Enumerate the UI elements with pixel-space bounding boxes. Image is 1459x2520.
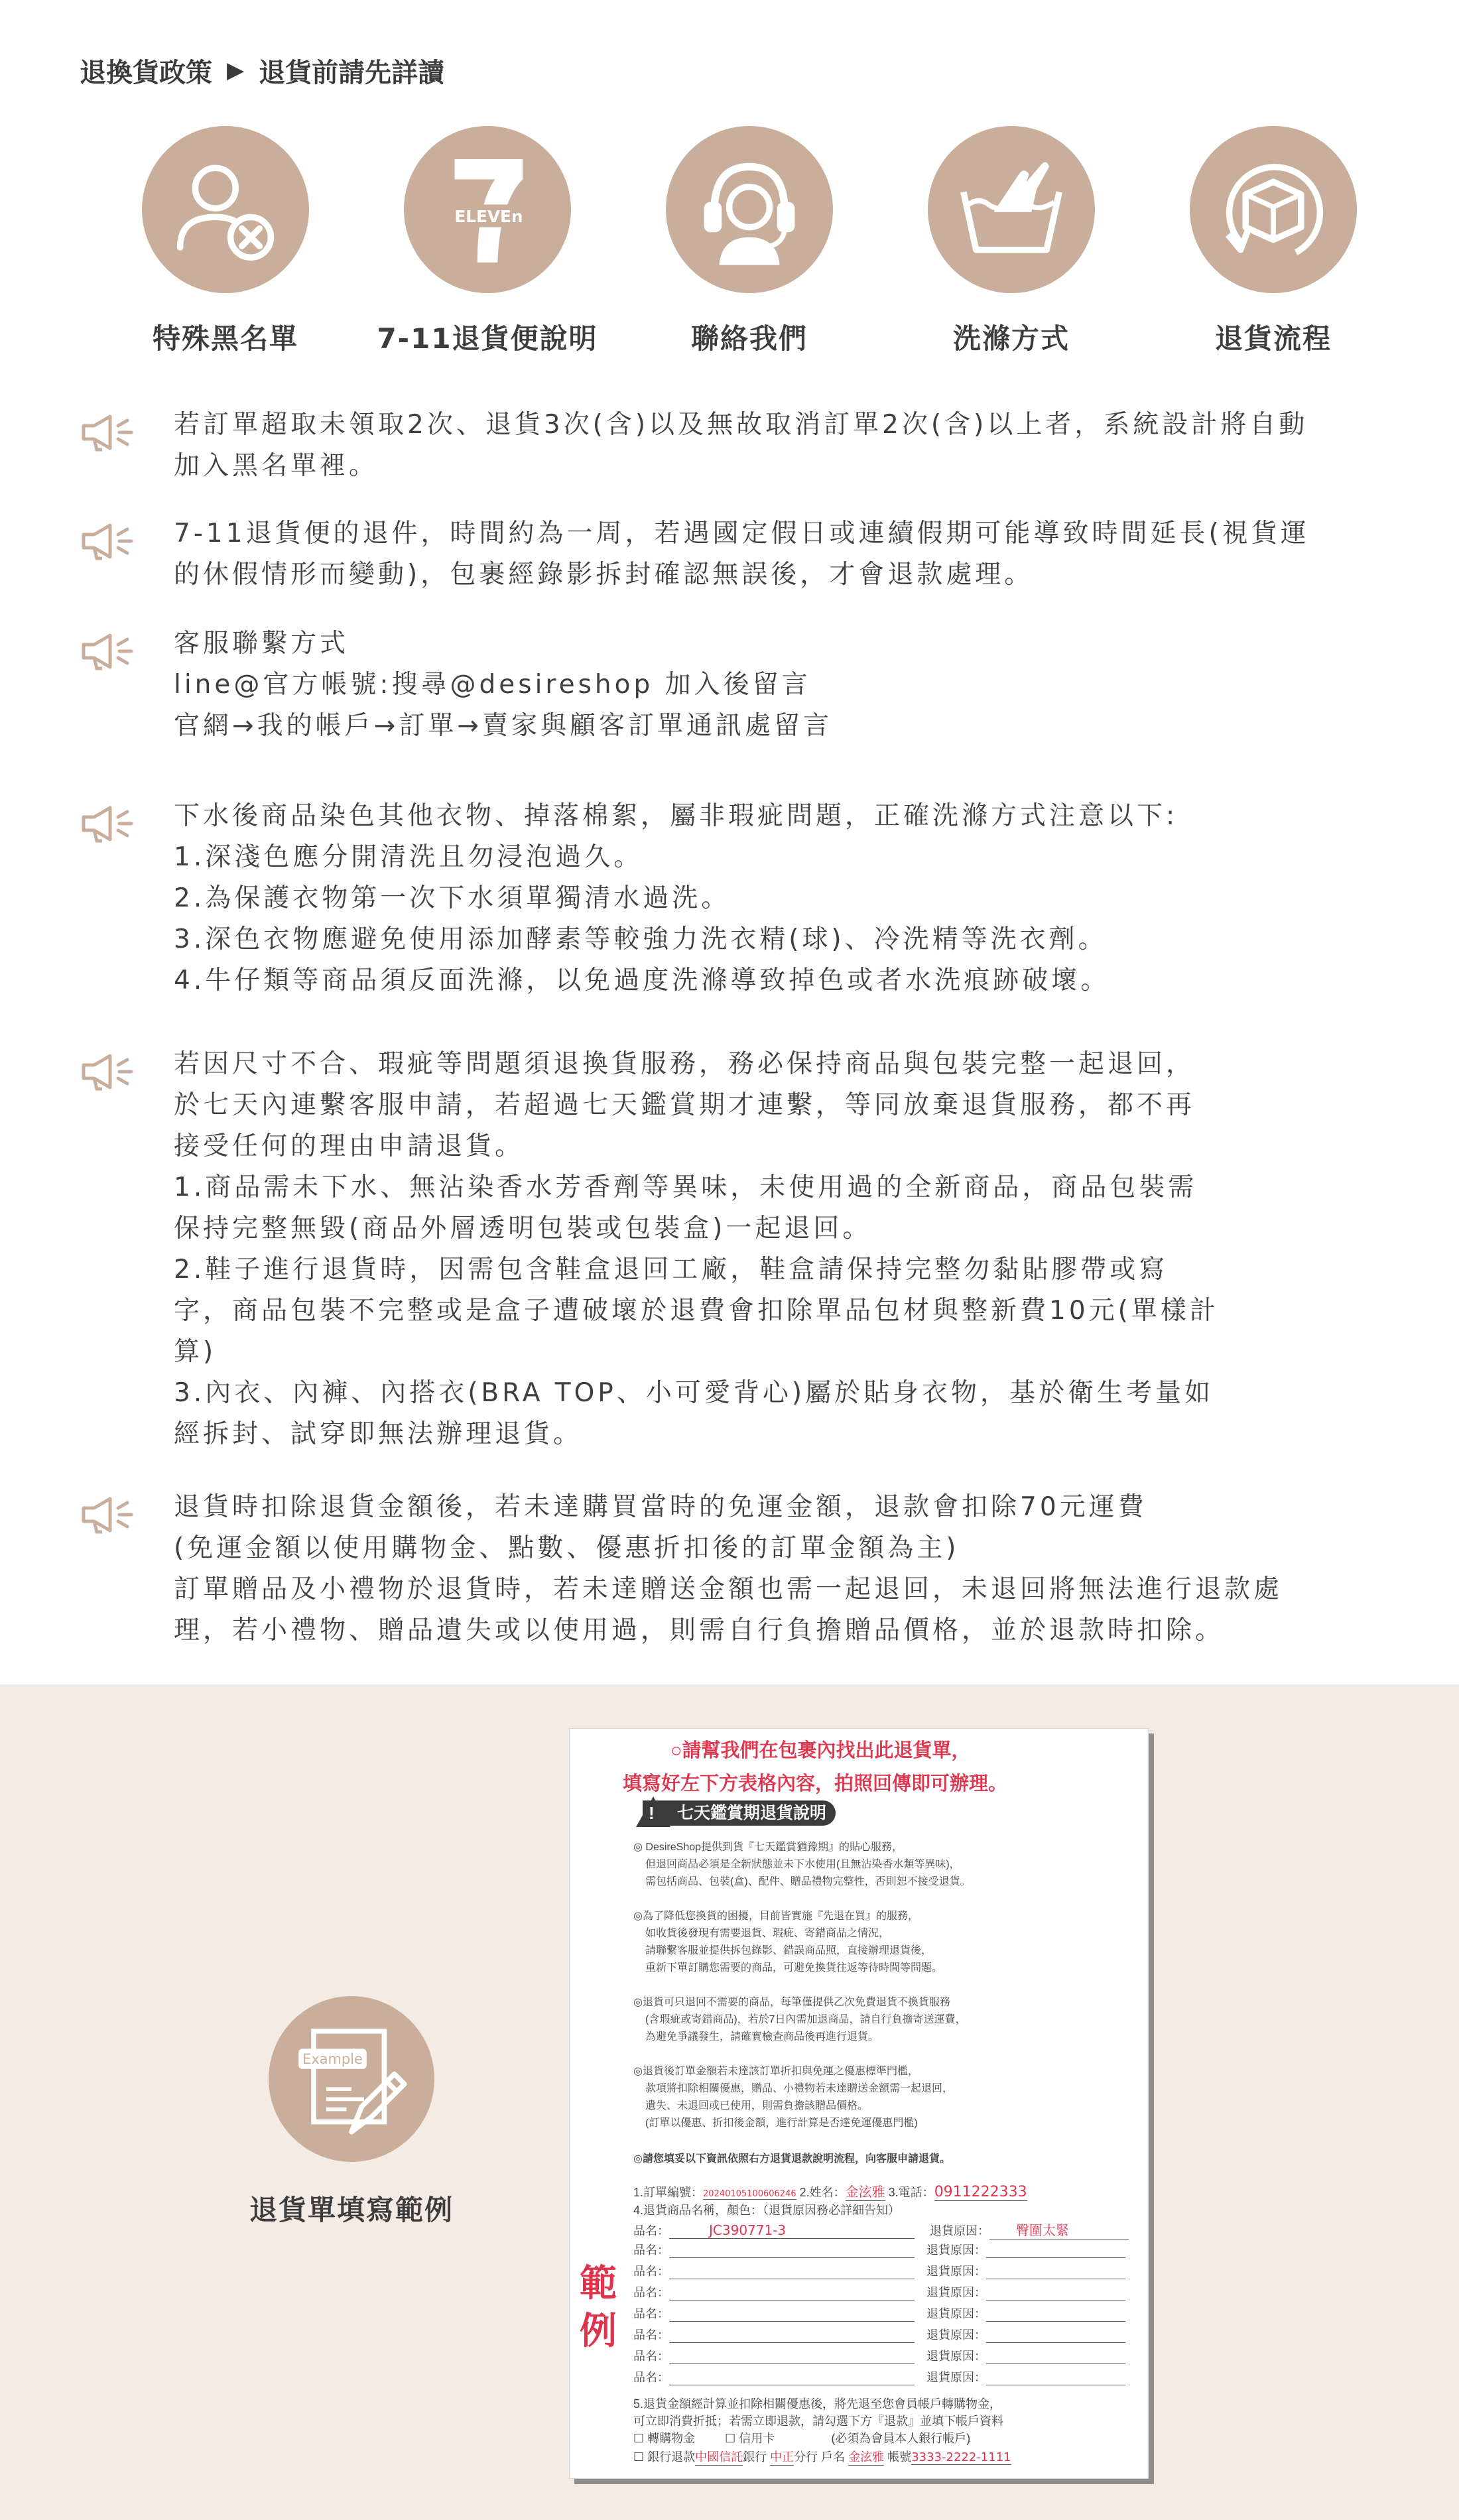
reason-label: 退貨原因： (926, 2350, 986, 2363)
reason-value: 臀圍太緊 (989, 2220, 1129, 2239)
refund-line: 5.退貨金額經計算並扣除相關優惠後，將先退至您會員帳戶轉購物金， (633, 2397, 1002, 2411)
order-no-label: 1.訂單編號： (633, 2186, 704, 2199)
megaphone-icon (80, 630, 143, 672)
form-text: (訂單以優惠、折扣後金額，進行計算是否達免運優惠門檻) (645, 2117, 918, 2129)
note-line: 官網→我的帳戶→訂單→賣家與顧客訂單通訊處留言 (174, 711, 833, 741)
reason-label: 退貨原因： (926, 2243, 986, 2257)
megaphone-icon (80, 1493, 143, 1536)
account-number: 3333-2222-1111 (911, 2450, 1011, 2464)
form-order-line (633, 2181, 1027, 2201)
example-form-icon (269, 1996, 434, 2162)
option-note: (必須為會員本人銀行帳戶) (831, 2432, 971, 2445)
option-bank-refund[interactable]: ☐ 銀行退款 (633, 2450, 696, 2464)
item-label: 品名： (633, 2243, 669, 2257)
megaphone-icon (80, 520, 143, 562)
nav-blacklist[interactable] (93, 126, 358, 357)
breadcrumb-policy[interactable]: 退換貨政策 (80, 56, 212, 88)
form-heading-1: ○請幫我們在包裹內找出此退貨單， (670, 1740, 971, 1761)
form-text: 為避免爭議發生，請確實檢查商品後再進行退貨。 (645, 2031, 879, 2043)
option-credit-card[interactable]: ☐ 信用卡 (725, 2432, 775, 2445)
order-no-value: 20240105100606246 (703, 2189, 796, 2199)
megaphone-icon (80, 411, 143, 454)
form-block (633, 2151, 950, 2168)
nav-seven-eleven-label: 7-11退貨便說明 (377, 322, 598, 355)
note-line: 退貨時扣除退貨金額後，若未達購買當時的免運金額，退款會扣除70元運費 (174, 1492, 1147, 1522)
note-line: 下水後商品染色其他衣物、掉落棉絮，屬非瑕疵問題，正確洗滌方式注意以下: (174, 801, 1178, 831)
item-label: 品名： (633, 2265, 669, 2278)
form-text: ◎退貨可只退回不需要的商品，每筆僅提供乙次免費退貨不換貨服務 (633, 1997, 950, 2008)
note-line: 經拆封、試穿即無法辦理退貨。 (174, 1419, 583, 1449)
note-line: 3.深色衣物應避免使用添加酵素等較強力洗衣精(球)、冷洗精等洗衣劑。 (174, 924, 1108, 954)
note-line: 4.牛仔類等商品須反面洗滌，以免過度洗滌導致掉色或者水洗痕跡破壞。 (174, 966, 1110, 995)
warning-mark: ! (649, 1803, 655, 1823)
account-label: 帳號 (887, 2450, 912, 2464)
nav-washing-label: 洗滌方式 (952, 322, 1070, 355)
note-line: (免運金額以使用購物金、點數、優惠折扣後的訂單金額為主) (174, 1533, 960, 1563)
nav-washing[interactable] (879, 126, 1144, 357)
note-line: 1.深淺色應分開清洗且勿浸泡過久。 (174, 842, 643, 872)
form-block (633, 1839, 971, 1891)
nav-return-process-label: 退貨流程 (1214, 322, 1332, 355)
form-text: 需包括商品、包裝(盒)、配件、贈品禮物完整性，否則恕不接受退貨。 (645, 1876, 971, 1887)
megaphone-icon (80, 1050, 143, 1093)
item-label: 品名： (633, 2307, 669, 2320)
example-label: 退貨單填寫範例 (249, 2194, 454, 2226)
form-badge: 七天鑑賞期退貨說明 (643, 1800, 836, 1826)
item-row (633, 2347, 1125, 2364)
note-line: 於七天內連繫客服申請，若超過七天鑑賞期才連繫，等同放棄退貨服務，都不再 (174, 1090, 1196, 1120)
note-line: 1.商品需未下水、無沾染香水芳香劑等異味，未使用過的全新商品，商品包裝需 (174, 1172, 1198, 1202)
item-row (633, 2283, 1125, 2300)
item-row (633, 2220, 1129, 2239)
note-line: 若因尺寸不合、瑕疵等問題須退換貨服務，務必保持商品與包裝完整一起退回， (174, 1049, 1196, 1079)
note-line: 的休假情形而變動)，包裹經錄影拆封確認無誤後，才會退款處理。 (174, 560, 1034, 590)
bank-name: 中國信託 (695, 2448, 743, 2466)
bank-refund-line (633, 2448, 1011, 2466)
reason-label: 退貨原因： (926, 2307, 986, 2320)
note-line: 算) (174, 1337, 217, 1367)
bank-suffix: 銀行 (743, 2450, 767, 2464)
branch-name: 中正 (770, 2448, 794, 2466)
nav-seven-eleven[interactable] (355, 126, 620, 357)
item-label: 品名： (633, 2350, 669, 2363)
item-row (633, 2368, 1125, 2385)
note-line: 2.鞋子進行退貨時，因需包含鞋盒退回工廠，鞋盒請保持完整勿黏貼膠帶或寫 (174, 1255, 1169, 1285)
note-line: 3.內衣、內褲、內搭衣(BRA TOP、小可愛背心)屬於貼身衣物，基於衛生考量如 (174, 1378, 1214, 1408)
return-box-icon (1190, 126, 1357, 293)
reason-label: 退貨原因： (930, 2224, 990, 2237)
hand-wash-icon (928, 126, 1095, 293)
note-line: 訂單贈品及小禮物於退貨時，若未達贈送金額也需一起退回，未退回將無法進行退款處 (174, 1574, 1283, 1604)
note-line: 接受任何的理由申請退貨。 (174, 1131, 525, 1161)
form-text: (含瑕疵或寄錯商品)，若於7日內需加退商品，請自行負擔寄送運費， (645, 2014, 966, 2025)
item-label: 品名： (633, 2224, 669, 2237)
form-text: 遺失、未退回或已使用，則需負擔該贈品價格。 (645, 2100, 869, 2111)
form-heading-2: 填寫好左下方表格內容，拍照回傳即可辦理。 (623, 1773, 1008, 1795)
reason-label: 退貨原因： (926, 2286, 986, 2299)
note-line: 理，若小禮物、贈品遺失或以使用過，則需自行負擔贈品價格，並於退款時扣除。 (174, 1615, 1225, 1645)
headset-support-icon (666, 126, 833, 293)
example-badge-text: Example (302, 2051, 363, 2068)
reason-label: 退貨原因： (926, 2328, 986, 2342)
name-value: 金泫雅 (846, 2181, 885, 2201)
nav-return-process[interactable] (1141, 126, 1406, 357)
example-icon-block (219, 1996, 484, 2228)
form-text: 如收貨後發現有需要退貨、瑕疵、寄錯商品之情況， (645, 1928, 890, 1939)
note-line: 加入黑名單裡。 (174, 451, 379, 481)
form-block (633, 2063, 953, 2132)
form-text: ◎ DesireShop提供到貨『七天鑑賞猶豫期』的貼心服務， (633, 1842, 903, 1853)
name-label: 2.姓名： (799, 2186, 846, 2199)
form-text: 但退回商品必須是全新狀態並未下水使用(且無沾染香水類等異味)， (645, 1859, 960, 1870)
seven-eleven-logo-text: ELEVEn (454, 207, 523, 226)
nav-blacklist-label: 特殊黑名單 (152, 322, 298, 355)
item-row (633, 2304, 1125, 2322)
form-text: 請聯繫客服並提供拆包錄影、錯誤商品照，直接辦理退貨後， (645, 1945, 932, 1956)
option-store-credit[interactable]: ☐ 轉購物金 (633, 2432, 696, 2445)
breadcrumb-separator-icon: ▶ (227, 57, 245, 84)
user-blacklist-icon (142, 126, 309, 293)
note-line: 7-11退貨便的退件，時間約為一周，若遇國定假日或連續假期可能導致時間延長(視貨運 (174, 519, 1310, 548)
form-text: 款項將扣除相關優惠，贈品、小禮物若未達贈送金額需一起退回， (645, 2083, 954, 2094)
account-holder: 金泫雅 (848, 2448, 884, 2466)
seven-eleven-icon (404, 126, 571, 293)
note-line: 若訂單超取未領取2次、退貨3次(含)以及無故取消訂單2次(含)以上者，系統設計將自動 (174, 410, 1308, 440)
megaphone-icon (80, 802, 143, 845)
form-block (633, 1994, 966, 2046)
form-text: 重新下單訂購您需要的商品，可避免換貨往返等待時間等問題。 (645, 1962, 943, 1974)
item-row (633, 2262, 1125, 2279)
note-line[interactable]: line@官方帳號:搜尋@desireshop 加入後留言 (174, 670, 811, 700)
item-row (633, 2326, 1125, 2343)
reason-label: 退貨原因： (926, 2371, 986, 2384)
branch-suffix: 分行 戶名 (794, 2450, 846, 2464)
item-value: JC390771-3 (669, 2222, 915, 2239)
breadcrumb-notice: 退貨前請先詳讀 (259, 56, 445, 88)
note-line: 2.為保護衣物第一次下水須單獨清水過洗。 (174, 883, 731, 913)
form-text: ◎請您填妥以下資訊依照右方退貨退款說明流程，向客服申請退貨。 (633, 2153, 950, 2165)
item-label: 品名： (633, 2371, 669, 2384)
form-item-heading: 4.退貨商品名稱，顏色：（退貨原因務必詳細告知） (633, 2204, 901, 2217)
note-line: 保持完整無毀(商品外層透明包裝或包裝盒)一起退回。 (174, 1214, 872, 1243)
note-line: 字，商品包裝不完整或是盒子遭破壞於退費會扣除單品包材與整新費10元(單樣計 (174, 1296, 1219, 1326)
refund-options (633, 2429, 970, 2446)
form-text: ◎為了降低您換貨的困擾，目前皆實施『先退在買』的服務， (633, 1911, 919, 1922)
item-row (633, 2241, 1125, 2258)
nav-contact-label: 聯絡我們 (690, 322, 808, 355)
reason-label: 退貨原因： (926, 2265, 986, 2278)
refund-line: 可立即消費折抵；若需立即退款，請勾選下方『退款』並填下帳戶資料 (633, 2415, 1003, 2428)
form-block (633, 1908, 942, 1977)
note-line: 客服聯繫方式 (174, 629, 349, 659)
return-form-example-section (0, 1684, 1459, 2520)
policy-icon-nav (0, 126, 1459, 365)
breadcrumb (80, 50, 444, 90)
item-label: 品名： (633, 2328, 669, 2342)
form-text: ◎退貨後訂單金額若未達該訂單折扣與免運之優惠標準門檻， (633, 2066, 919, 2077)
item-label: 品名： (633, 2286, 669, 2299)
example-stamp: 範例 (580, 2261, 617, 2353)
return-form-image (569, 1728, 1149, 2479)
phone-value: 0911222333 (934, 2184, 1027, 2200)
nav-contact[interactable] (617, 126, 882, 357)
phone-label: 3.電話： (888, 2186, 934, 2199)
